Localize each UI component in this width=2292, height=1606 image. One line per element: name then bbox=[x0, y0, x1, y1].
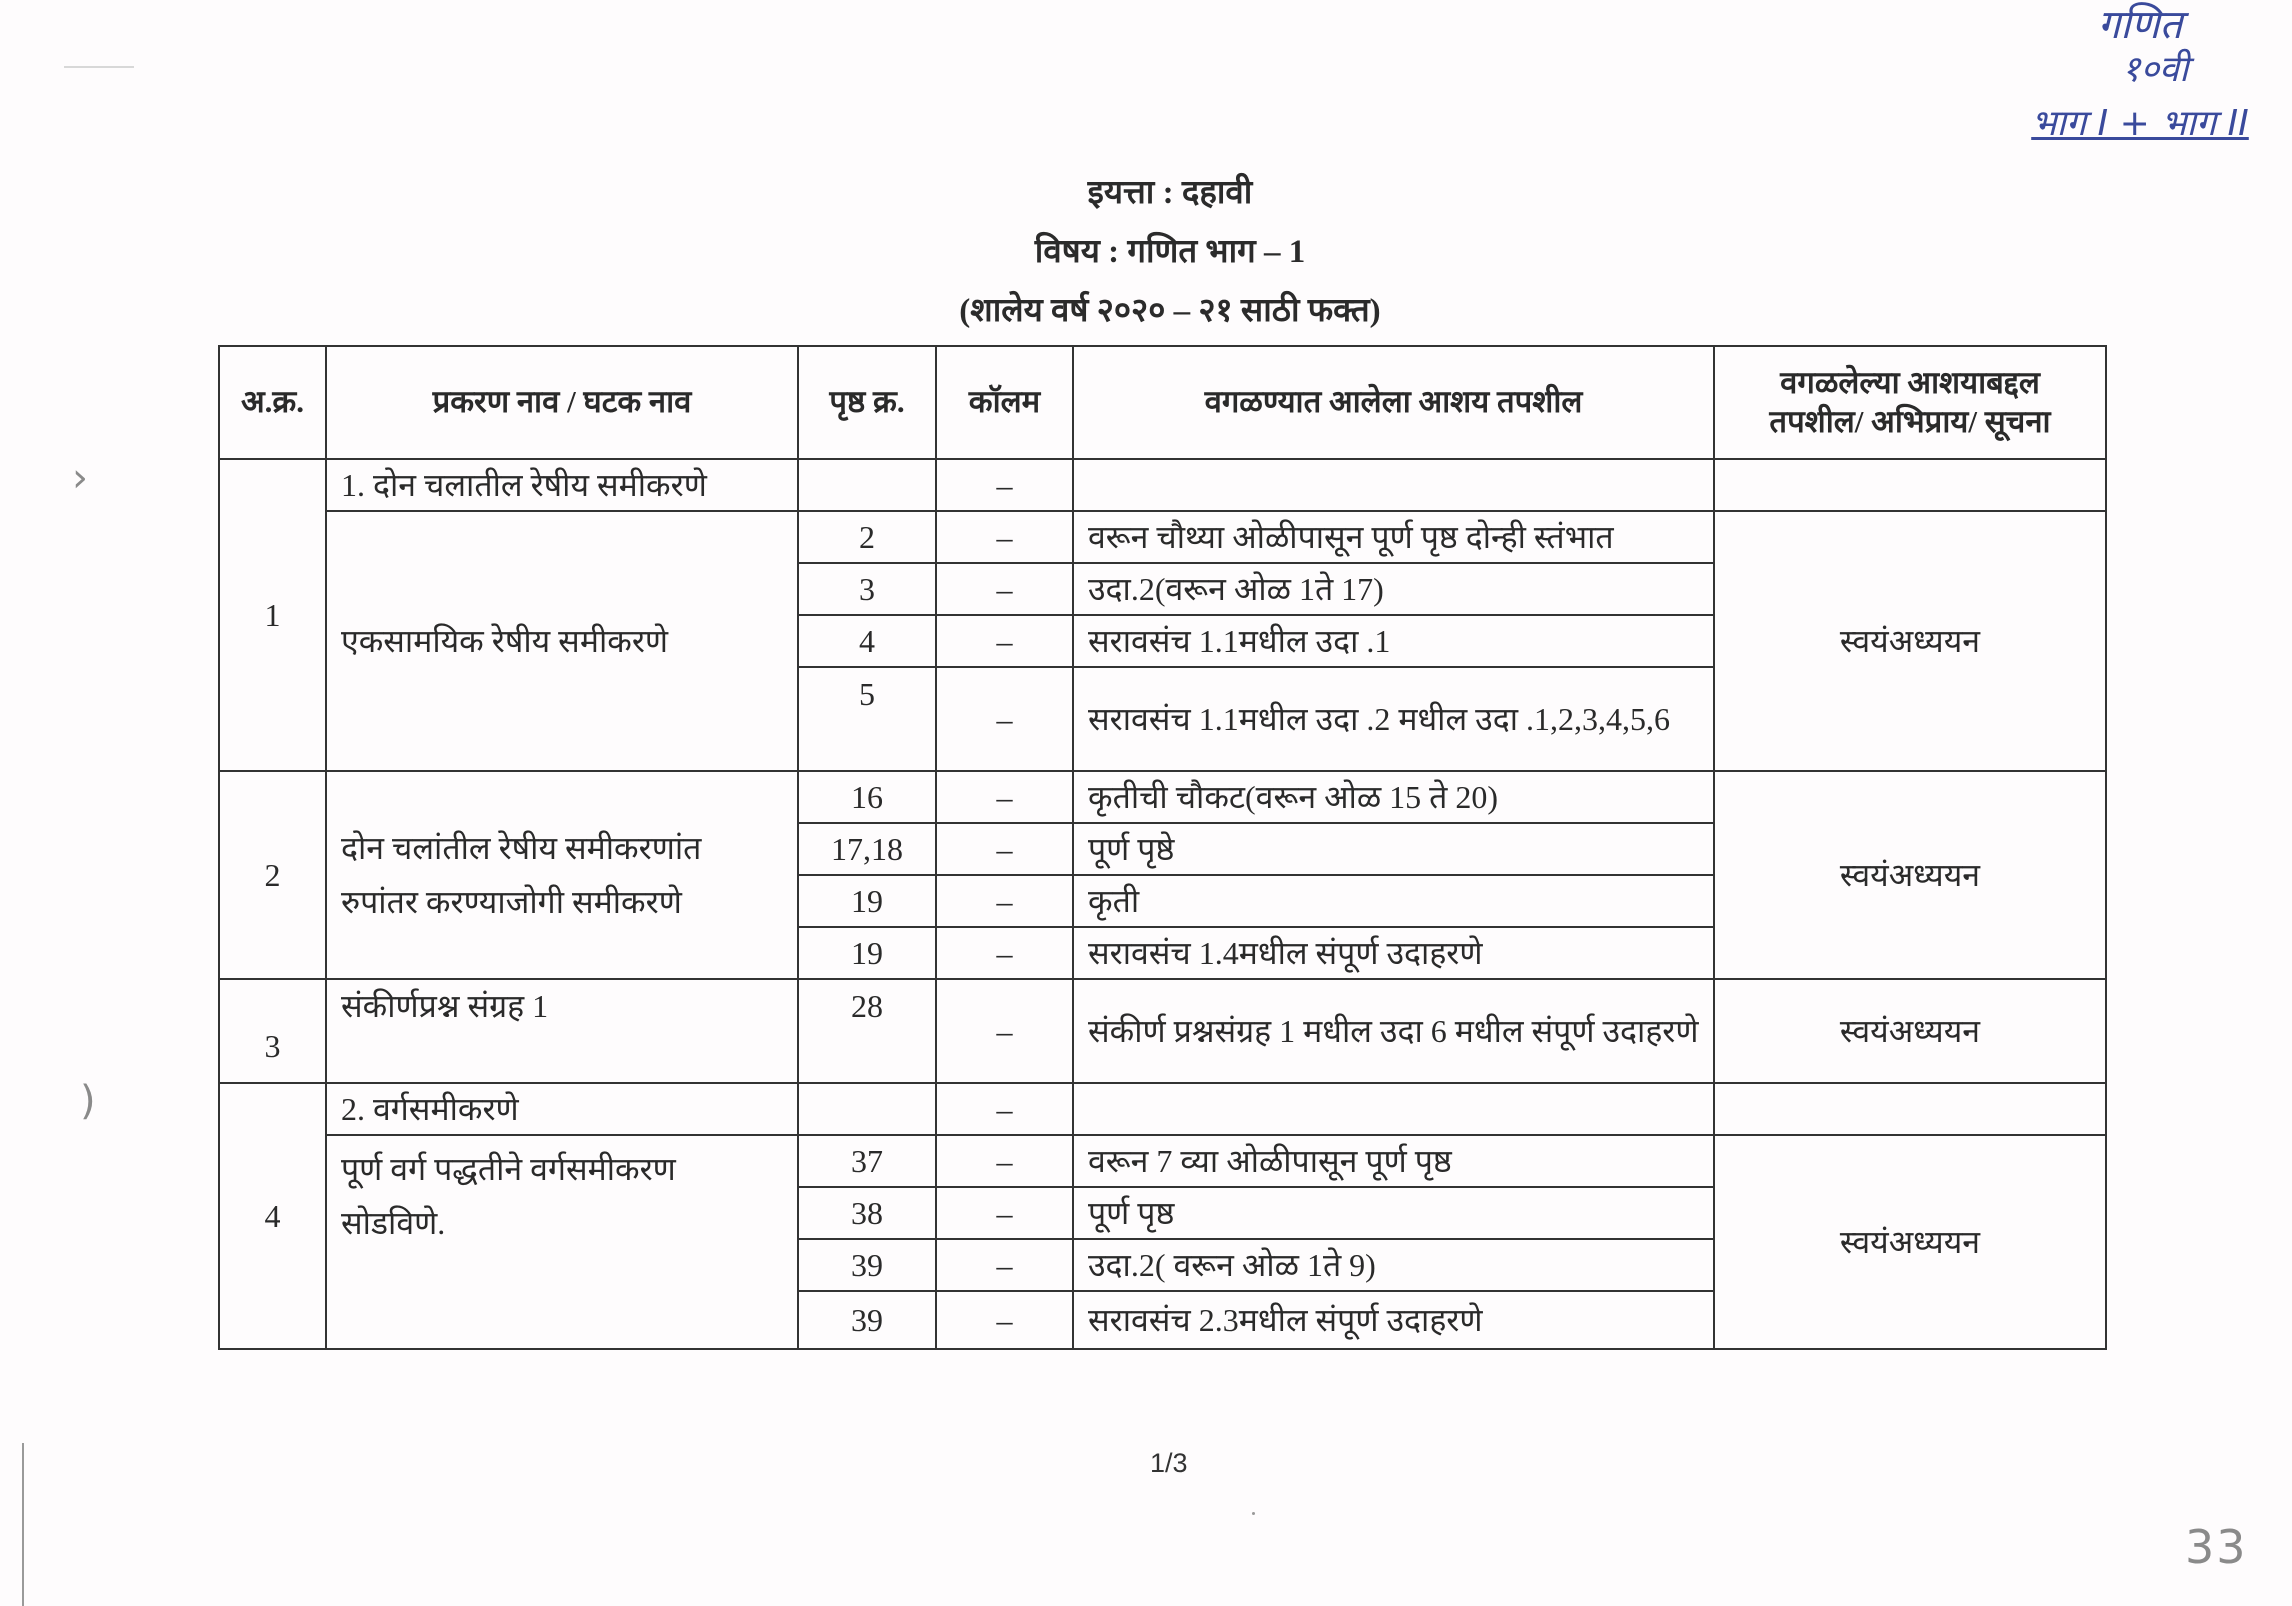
handwritten-subject: गणित bbox=[2097, 2, 2183, 48]
remark-cell: स्वयंअध्ययन bbox=[1714, 1135, 2106, 1349]
detail-cell: सरावसंच 2.3मधील संपूर्ण उदाहरणे bbox=[1073, 1291, 1714, 1349]
topic-cell: संकीर्णप्रश्न संग्रह 1 bbox=[326, 979, 798, 1083]
column-cell: – bbox=[936, 1135, 1073, 1187]
detail-cell: उदा.2( वरून ओळ 1ते 9) bbox=[1073, 1239, 1714, 1291]
detail-cell: कृतीची चौकट(वरून ओळ 15 ते 20) bbox=[1073, 771, 1714, 823]
page-cell: 17,18 bbox=[798, 823, 936, 875]
remark-cell: स्वयंअध्ययन bbox=[1714, 979, 2106, 1083]
page-cell: 16 bbox=[798, 771, 936, 823]
col-header-sr-no: अ.क्र. bbox=[219, 346, 326, 459]
chapter-heading-cell: 1. दोन चलातील रेषीय समीकरणे bbox=[326, 459, 798, 511]
page-cell: 5 bbox=[798, 667, 936, 771]
detail-cell: वरून चौथ्या ओळीपासून पूर्ण पृष्ठ दोन्ही स्तंभात bbox=[1073, 511, 1714, 563]
col-header-omitted-detail: वगळण्यात आलेला आशय तपशील bbox=[1073, 346, 1714, 459]
column-cell: – bbox=[936, 511, 1073, 563]
col-header-page: पृष्ठ क्र. bbox=[798, 346, 936, 459]
subject-title: विषय : गणित भाग – 1 bbox=[1034, 234, 1306, 270]
column-cell: – bbox=[936, 1187, 1073, 1239]
sr-no-cell: 3 bbox=[219, 979, 326, 1083]
column-cell: – bbox=[936, 1239, 1073, 1291]
page-cell: 4 bbox=[798, 615, 936, 667]
column-cell: – bbox=[936, 459, 1073, 511]
sr-no-cell: 1 bbox=[219, 459, 326, 771]
col-header-column: कॉलम bbox=[936, 346, 1073, 459]
detail-cell: उदा.2(वरून ओळ 1ते 17) bbox=[1073, 563, 1714, 615]
column-cell: – bbox=[936, 927, 1073, 979]
column-cell: – bbox=[936, 875, 1073, 927]
detail-cell: वरून 7 व्या ओळीपासून पूर्ण पृष्ठ bbox=[1073, 1135, 1714, 1187]
detail-cell: सरावसंच 1.4मधील संपूर्ण उदाहरणे bbox=[1073, 927, 1714, 979]
page-cell: 39 bbox=[798, 1239, 936, 1291]
page-indicator: 1/3 bbox=[1150, 1448, 1188, 1478]
column-cell: – bbox=[936, 823, 1073, 875]
detail-cell: संकीर्ण प्रश्नसंग्रह 1 मधील उदा 6 मधील संपूर्ण उदाहरणे bbox=[1073, 979, 1714, 1083]
column-cell: – bbox=[936, 1083, 1073, 1135]
table-row bbox=[219, 771, 2106, 823]
sr-no-cell: 4 bbox=[219, 1083, 326, 1349]
column-cell: – bbox=[936, 615, 1073, 667]
page-cell: 3 bbox=[798, 563, 936, 615]
table-header-row bbox=[219, 346, 2106, 459]
remark-cell: स्वयंअध्ययन bbox=[1714, 771, 2106, 979]
column-cell: – bbox=[936, 563, 1073, 615]
table-row bbox=[219, 979, 2106, 1083]
col-header-remarks: वगळलेल्या आशयाबद्दल तपशील/ अभिप्राय/ सूचना bbox=[1714, 346, 2106, 459]
detail-cell: पूर्ण पृष्ठ bbox=[1073, 1187, 1714, 1239]
syllabus-reduction-table bbox=[218, 345, 2107, 1350]
remark-cell bbox=[1714, 459, 2106, 511]
page-cell bbox=[798, 1083, 936, 1135]
table-row bbox=[219, 1135, 2106, 1187]
table-row bbox=[219, 511, 2106, 563]
page-cell: 19 bbox=[798, 875, 936, 927]
column-cell: – bbox=[936, 771, 1073, 823]
scan-mark-left-upper: › bbox=[72, 455, 88, 501]
column-cell: – bbox=[936, 979, 1073, 1083]
detail-cell: सरावसंच 1.1मधील उदा .1 bbox=[1073, 615, 1714, 667]
page-cell: 39 bbox=[798, 1291, 936, 1349]
remark-cell: स्वयंअध्ययन bbox=[1714, 511, 2106, 771]
detail-cell: पूर्ण पृष्ठे bbox=[1073, 823, 1714, 875]
column-cell: – bbox=[936, 667, 1073, 771]
page-cell: 19 bbox=[798, 927, 936, 979]
page-cell: 38 bbox=[798, 1187, 936, 1239]
scan-mark-left-lower: ) bbox=[80, 1078, 96, 1124]
page-cell: 28 bbox=[798, 979, 936, 1083]
academic-year-title: (शालेय वर्ष २०२० – २१ साठी फक्त) bbox=[959, 293, 1381, 329]
sr-no-cell: 2 bbox=[219, 771, 326, 979]
topic-cell: एकसामयिक रेषीय समीकरणे bbox=[326, 511, 798, 771]
column-cell: – bbox=[936, 1291, 1073, 1349]
page-cell bbox=[798, 459, 936, 511]
page-cell: 2 bbox=[798, 511, 936, 563]
scan-speck bbox=[64, 66, 134, 68]
standard-title: इयत्ता : दहावी bbox=[1087, 175, 1253, 211]
table-row bbox=[219, 459, 2106, 511]
col-header-chapter: प्रकरण नाव / घटक नाव bbox=[326, 346, 798, 459]
detail-cell bbox=[1073, 1083, 1714, 1135]
handwritten-note bbox=[1995, 2, 2285, 156]
topic-cell: दोन चलांतील रेषीय समीकरणांत रुपांतर करण्याजोगी समीकरणे bbox=[326, 771, 798, 979]
handwritten-parts: भाग I + भाग II bbox=[2031, 103, 2249, 144]
chapter-heading-cell: 2. वर्गसमीकरणे bbox=[326, 1083, 798, 1135]
detail-cell: कृती bbox=[1073, 875, 1714, 927]
page-cell: 37 bbox=[798, 1135, 936, 1187]
table-row bbox=[219, 1083, 2106, 1135]
scan-dot bbox=[1252, 1512, 1255, 1515]
detail-cell bbox=[1073, 459, 1714, 511]
scan-edge-line bbox=[22, 1443, 24, 1606]
topic-cell: पूर्ण वर्ग पद्धतीने वर्गसमीकरण सोडविणे. bbox=[326, 1135, 798, 1349]
remark-cell bbox=[1714, 1083, 2106, 1135]
detail-cell: सरावसंच 1.1मधील उदा .2 मधील उदा .1,2,3,4,5,6 bbox=[1073, 667, 1714, 771]
handwritten-standard: १०वी bbox=[2121, 49, 2189, 90]
stamp-number: 33 bbox=[2185, 1520, 2248, 1574]
